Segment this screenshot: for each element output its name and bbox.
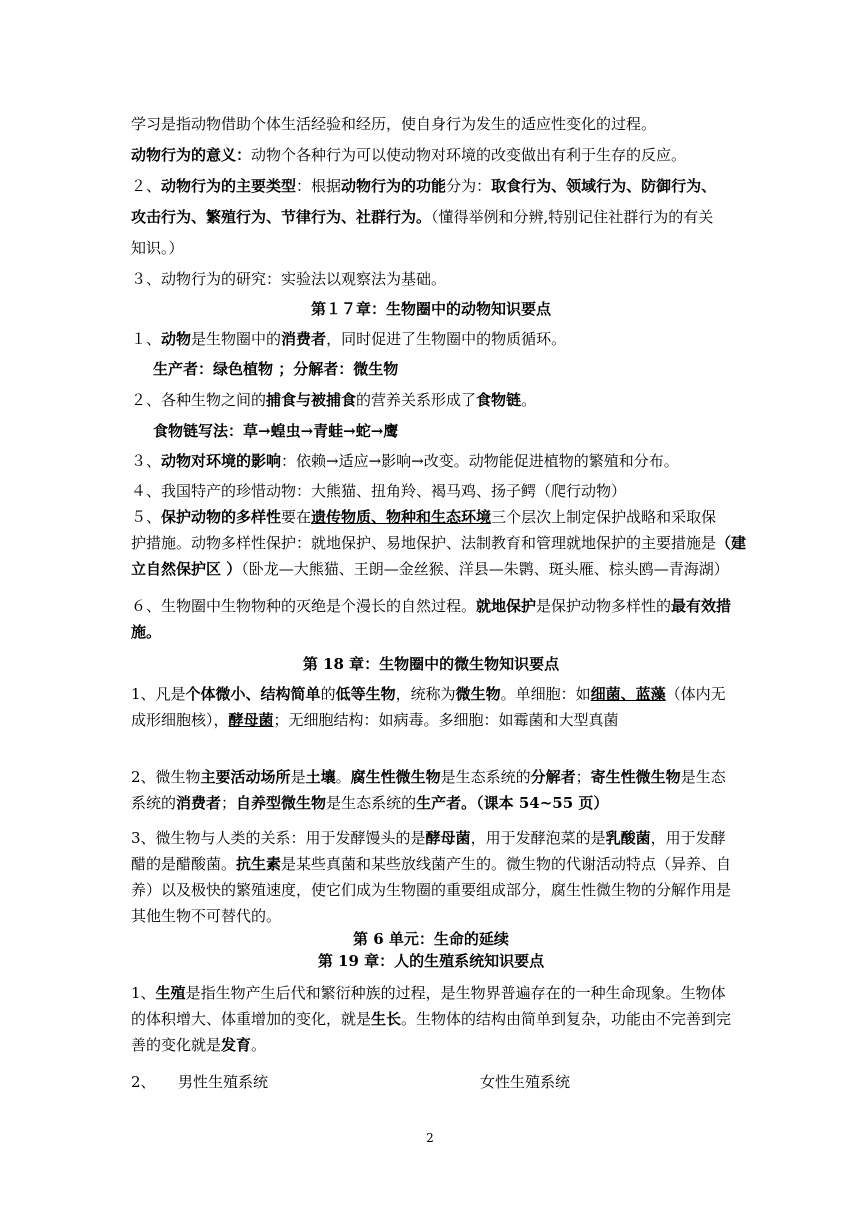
section-heading: [131, 654, 731, 674]
bold-text-run: 动物行为的意义：: [131, 146, 252, 164]
text-line: [131, 238, 731, 258]
text-line: [131, 1035, 731, 1055]
bold-text-run: 就地保护: [476, 597, 537, 615]
bold-text-run: 最有效措: [671, 597, 732, 615]
text-run: 的: [320, 685, 336, 703]
text-run: 。单细胞：如: [500, 685, 591, 703]
text-run: 。: [251, 1036, 267, 1054]
bold-text-run: 第１７章：生物圈中的动物知识要点: [310, 300, 551, 318]
section-heading: [131, 299, 731, 319]
text-line: [131, 481, 731, 501]
text-line: [131, 983, 731, 1003]
text-run: 护措施。动物多样性保护：就地保护、易地保护、法制教育和管理就地保护的主要措施是: [131, 534, 717, 552]
text-run: （卧龙—大熊猫、王朗—金丝猴、洋县—朱鹮、斑头雁、棕头鸥—青海湖）: [241, 560, 729, 578]
text-line: [131, 622, 731, 642]
text-run: １、: [131, 330, 162, 348]
text-run: ，用于发酵: [650, 829, 726, 847]
text-run: ；: [575, 768, 591, 786]
text-run: 2、: [131, 1073, 156, 1091]
bold-text-run: 动物对环境的影响: [161, 452, 282, 470]
bold-text-run: 腐生性微生物: [350, 768, 441, 786]
bold-text-run: 乳酸菌: [605, 829, 651, 847]
bold-text-run: 保护动物的多样性: [161, 508, 282, 526]
page-number: 2: [426, 1131, 434, 1145]
bold-text-run: 取食行为、领域行为、防御行为、: [491, 177, 717, 195]
text-line: [131, 906, 731, 926]
bold-text-run: 生殖: [155, 984, 186, 1002]
text-run: 。: [335, 768, 351, 786]
text-run: ：根据: [296, 177, 342, 195]
text-line: [153, 359, 753, 379]
male-reproductive-system-label: 男性生殖系统: [178, 1073, 269, 1091]
text-line: [131, 684, 731, 704]
bold-text-run: 消费者: [176, 794, 222, 812]
bold-text-run: 主要活动场所: [200, 768, 291, 786]
text-line: [131, 828, 731, 848]
text-line: [131, 114, 731, 134]
section-heading: [131, 929, 731, 949]
text-line: [131, 390, 731, 410]
text-run: 学习是指动物借助个体生活经验和经历，使自身行为发生的适应性变化的过程。: [131, 115, 657, 133]
text-run: 系统的: [131, 794, 177, 812]
text-run: 是指生物产生后代和繁衍种族的过程，是生物界普遍存在的一种生命现象。生物体: [185, 984, 726, 1002]
bold-text-run: 分解者: [530, 768, 576, 786]
bold-text-run: 食物链: [476, 391, 522, 409]
text-line: [131, 329, 731, 349]
text-line: [131, 767, 731, 787]
bold-text-run: 动物行为的功能: [341, 177, 447, 195]
bold-text-run: 消费者: [281, 330, 327, 348]
text-run: 是保护动物多样性的: [536, 597, 672, 615]
text-line: [131, 710, 731, 730]
bold-text-run: 个体微小、结构简单: [185, 685, 321, 703]
text-run: 是生态: [680, 768, 726, 786]
text-line: [131, 854, 731, 874]
text-run: ５、: [131, 508, 162, 526]
bold-text-run: 抗生素: [236, 855, 282, 873]
text-run: 。生物体的结构由简单到复杂，功能由不完善到完: [401, 1010, 732, 1028]
text-run: 是生态系统的: [326, 794, 417, 812]
text-line: [131, 176, 731, 196]
bold-text-run: 动物行为的主要类型: [161, 177, 297, 195]
bold-text-run: 遗传物质、物种和生态环境: [311, 508, 492, 526]
bold-text-run: 食物链写法：草→蝗虫→青蛙→蛇→鹰: [153, 422, 399, 440]
text-run: ６、生物圈中生物物种的灭绝是个漫长的自然过程。: [131, 597, 477, 615]
text-run: ３、: [131, 452, 162, 470]
text-line: [131, 596, 731, 616]
text-run: ３、动物行为的研究：实验法以观察法为基础。: [131, 270, 447, 288]
text-run: 是: [290, 768, 306, 786]
bold-text-run: 第 6 单元：生命的延续: [353, 930, 509, 948]
bold-text-run: 第 19 章：人的生殖系统知识要点: [317, 952, 545, 970]
text-run: 2、微生物: [131, 768, 201, 786]
bold-text-run: 发育: [221, 1036, 252, 1054]
text-line: [131, 145, 731, 165]
bold-text-run: 土壤: [305, 768, 336, 786]
text-run: 知识。）: [131, 239, 184, 257]
text-line: [131, 451, 731, 471]
text-run: 的体积增大、体重增加的变化，就是: [131, 1010, 372, 1028]
text-run: ２、各种生物之间的: [131, 391, 267, 409]
text-line: [131, 559, 731, 579]
text-line: [131, 207, 731, 227]
text-run: 的营养关系形成了: [356, 391, 477, 409]
text-run: ，用于发酵泡菜的是: [470, 829, 606, 847]
bold-text-run: 微生物: [455, 685, 501, 703]
text-run: 1、凡是: [131, 685, 186, 703]
bold-text-run: 低等生物: [335, 685, 396, 703]
text-line: [153, 421, 753, 441]
text-line: [131, 880, 731, 900]
text-run: 是某些真菌和某些放线菌产生的。微生物的代谢活动特点（异养、自: [281, 855, 732, 873]
bold-text-run: （建: [716, 534, 747, 552]
text-line: [131, 533, 747, 553]
text-run: ，同时促进了生物圈中的物质循环。: [326, 330, 567, 348]
female-reproductive-system-label: 女性生殖系统: [480, 1073, 571, 1091]
text-line: [131, 1009, 731, 1029]
bold-text-run: 。（课本 54~55 页）: [461, 794, 609, 812]
text-line: [131, 793, 731, 813]
bold-text-run: 寄生性微生物: [590, 768, 681, 786]
text-run: ２、: [131, 177, 162, 195]
text-run: 三个层次上制定保护战略和采取保: [491, 508, 717, 526]
section-heading: [131, 951, 731, 971]
bold-text-run: 捕食与被捕食: [266, 391, 357, 409]
text-run: 1、: [131, 984, 156, 1002]
bold-text-run: 生产者：绿色植物 ；分解者：微生物: [153, 360, 399, 378]
text-run: 醋的是醋酸菌。: [131, 855, 237, 873]
text-run: ：依赖→适应→影响→改变。动物能促进植物的繁殖和分布。: [281, 452, 679, 470]
bold-text-run: 立自然保护区 ）: [131, 560, 242, 578]
bold-text-run: 生长: [371, 1010, 402, 1028]
bold-text-run: 细菌、蓝藻: [590, 685, 666, 703]
bold-text-run: 施。: [131, 623, 162, 641]
text-run: 是生物圈中的: [191, 330, 282, 348]
bold-text-run: 自养型微生物: [236, 794, 327, 812]
bold-text-run: 第 18 章：生物圈中的微生物知识要点: [302, 655, 560, 673]
text-run: 要在: [281, 508, 312, 526]
bold-text-run: 酵母菌: [228, 711, 274, 729]
text-run: ；: [221, 794, 237, 812]
text-line: [131, 269, 731, 289]
text-run: 其他生物不可替代的。: [131, 907, 282, 925]
text-run: ４、我国特产的珍惜动物：大熊猫、扭角羚、褐马鸡、扬子鳄（爬行动物）: [131, 482, 627, 500]
text-run: ，统称为: [395, 685, 456, 703]
text-run: 善的变化就是: [131, 1036, 222, 1054]
text-run: 动物个各种行为可以使动物对环境的改变做出有利于生存的反应。: [251, 146, 687, 164]
text-run: 成形细胞核），: [131, 711, 229, 729]
text-run: 是生态系统的: [440, 768, 531, 786]
bold-text-run: 动物: [161, 330, 192, 348]
text-run: （懂得举例和分辨,特别记住社群行为的有关: [431, 208, 714, 226]
text-run: 分为：: [446, 177, 492, 195]
text-run: 养）以及极快的繁殖速度，使它们成为生物圈的重要组成部分，腐生性微生物的分解作用是: [131, 881, 732, 899]
bold-text-run: 攻击行为、繁殖行为、节律行为、社群行为。: [131, 208, 432, 226]
bold-text-run: 酵母菌: [425, 829, 471, 847]
text-run: 。: [521, 391, 537, 409]
text-run: 3、微生物与人类的关系：用于发酵馒头的是: [131, 829, 426, 847]
text-run: ；无细胞结构：如病毒。多细胞：如霉菌和大型真菌: [273, 711, 619, 729]
text-run: （体内无: [665, 685, 726, 703]
bold-text-run: 生产者: [416, 794, 462, 812]
text-line: [131, 507, 731, 527]
